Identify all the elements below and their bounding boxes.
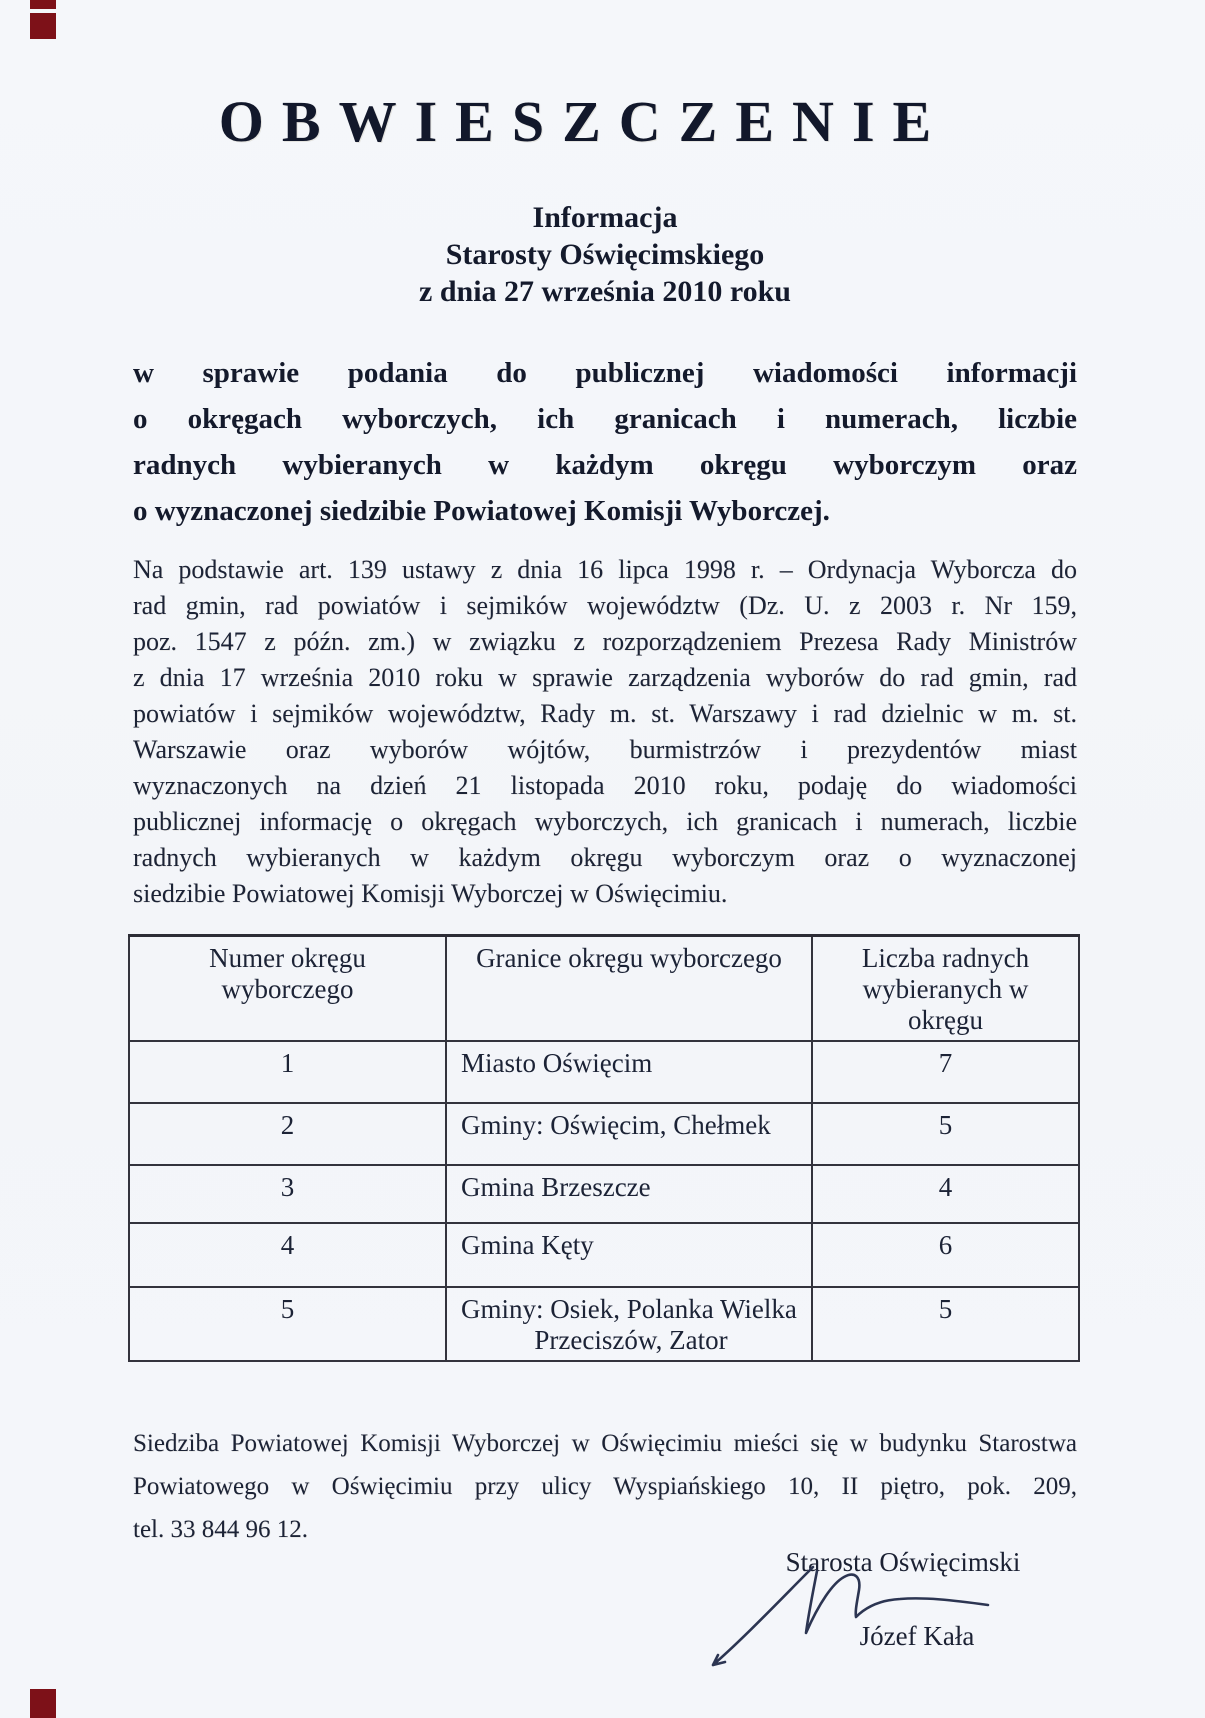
subject-line: w sprawie podania do publicznej wiadomości informacji [133, 357, 1077, 389]
body-line: poz. 1547 z późn. zm.) w związku z rozporządzeniem Prezesa Rady Ministrów [133, 627, 1077, 656]
scan-edge-mark-top-1 [30, 0, 56, 9]
cell-numer: 2 [129, 1103, 446, 1165]
body-line: powiatów i sejmików województw, Rady m. st. Warszawy i rad dzielnic w m. st. [133, 699, 1077, 728]
cell-numer: 3 [129, 1165, 446, 1223]
header-numer-okregu: Numer okręgu wyborczego [129, 936, 446, 1042]
body-line: radnych wybieranych w każdym okręgu wyborczym oraz o wyznaczonej [133, 843, 1077, 872]
subtitle-line-1: Informacja [532, 201, 678, 234]
table-row [129, 1287, 1079, 1361]
signer-role: Starosta Oświęcimski [785, 1547, 1021, 1577]
subject-line: radnych wybieranych w każdym okręgu wyborczym oraz [133, 449, 1077, 481]
table-row [129, 1165, 1079, 1223]
cell-granice-line-2: Przeciszów, Zator [534, 1325, 728, 1355]
cell-numer: 4 [129, 1223, 446, 1287]
document-content [133, 0, 1077, 1653]
cell-liczba: 4 [812, 1165, 1079, 1223]
signer-name: Józef Kała [859, 1621, 975, 1651]
subject-paragraph [133, 350, 1077, 534]
cell-granice: Miasto Oświęcim [446, 1041, 812, 1103]
table-row [129, 1103, 1079, 1165]
subtitle-line-2: Starosty Oświęcimskiego [445, 238, 765, 271]
subtitle-line-3: z dnia 27 września 2010 roku [419, 275, 791, 308]
header-liczba-line-2: wybieranych w okręgu [862, 974, 1029, 1035]
body-line: Warszawie oraz wyborów wójtów, burmistrzów i prezydentów miast [133, 735, 1077, 764]
cell-numer: 5 [129, 1287, 446, 1361]
document-subtitle [133, 199, 1077, 310]
body-line: publicznej informację o okręgach wyborczych, ich granicach i numerach, liczbie [133, 807, 1077, 836]
electoral-districts-table [128, 934, 1080, 1362]
legal-basis-paragraph [133, 552, 1077, 912]
document-title: OBWIESZCZENIE [218, 89, 950, 154]
header-granice-okregu: Granice okręgu wyborczego [446, 936, 812, 1042]
cell-numer: 1 [129, 1041, 446, 1103]
cell-liczba: 5 [812, 1287, 1079, 1361]
table-row [129, 1041, 1079, 1103]
cell-granice [446, 1287, 812, 1361]
body-line: rad gmin, rad powiatów i sejmików województw (Dz. U. z 2003 r. Nr 159, [133, 591, 1077, 620]
cell-granice: Gminy: Oświęcim, Chełmek [446, 1103, 812, 1165]
table-header-row [129, 936, 1079, 1042]
body-line: siedzibie Powiatowej Komisji Wyborczej w Oświęcimiu. [133, 879, 728, 908]
scan-edge-mark-top-2 [30, 13, 56, 39]
cell-liczba: 5 [812, 1103, 1079, 1165]
cell-granice: Gmina Brzeszcze [446, 1165, 812, 1223]
header-liczba-line-1: Liczba radnych [861, 943, 1030, 973]
header-liczba-radnych [812, 936, 1079, 1042]
cell-liczba: 7 [812, 1041, 1079, 1103]
footer-line: Siedziba Powiatowej Komisji Wyborczej w Oświęcimiu mieści się w budynku Starostwa [133, 1430, 1077, 1457]
body-line: wyznaczonych na dzień 21 listopada 2010 roku, podaję do wiadomości [133, 771, 1077, 800]
signature-block [753, 1545, 1053, 1653]
footer-line: Powiatowego w Oświęcimiu przy ulicy Wyspiańskiego 10, II piętro, pok. 209, [133, 1473, 1077, 1500]
subject-line: o okręgach wyborczych, ich granicach i numerach, liczbie [133, 403, 1077, 435]
body-line: Na podstawie art. 139 ustawy z dnia 16 lipca 1998 r. – Ordynacja Wyborcza do [133, 555, 1077, 584]
subject-line: o wyznaczonej siedzibie Powiatowej Komisji Wyborczej. [133, 495, 830, 527]
seat-address-paragraph [133, 1422, 1077, 1551]
cell-granice: Gmina Kęty [446, 1223, 812, 1287]
footer-line: tel. 33 844 96 12. [133, 1516, 308, 1543]
body-line: z dnia 17 września 2010 roku w sprawie zarządzenia wyborów do rad gmin, rad [133, 663, 1077, 692]
scan-edge-mark-bottom [30, 1689, 56, 1718]
table-row [129, 1223, 1079, 1287]
cell-granice-line-1: Gminy: Osiek, Polanka Wielka [461, 1294, 797, 1324]
cell-liczba: 6 [812, 1223, 1079, 1287]
